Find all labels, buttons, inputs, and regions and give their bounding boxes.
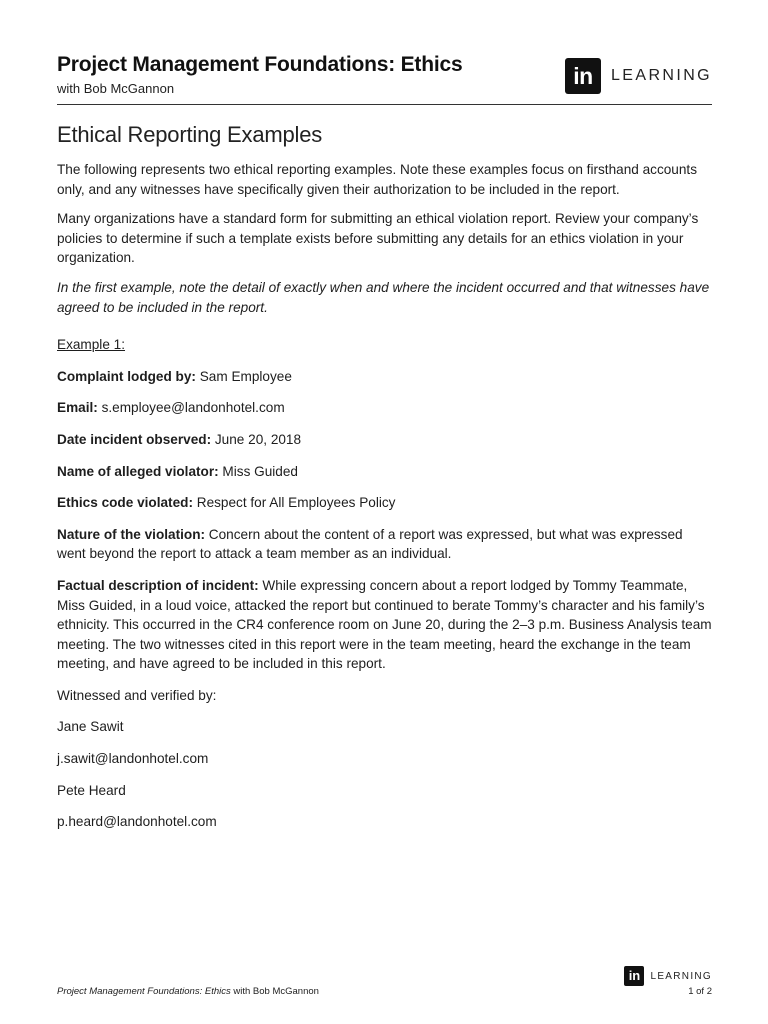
field-value: s.employee@landonhotel.com [97,400,285,416]
footer-course-title: Project Management Foundations: Ethics [57,986,231,997]
page-footer [57,964,712,1004]
policy-paragraph: Many organizations have a standard form for submitting an ethical violation report. Review your company’s policies to determine if such a template exists before submitting any details for an ethics violation in your organization. [57,211,699,266]
course-title: Project Management Foundations: Ethics [57,53,463,76]
field-email [57,398,712,418]
field-label: Email: [57,400,98,416]
field-nature-of-violation [57,525,712,564]
field-value: Concern about the content of a report was expressed, but what was expressed went beyond the report to attack a team member as an individual. [57,526,683,562]
witness-name: Jane Sawit [57,719,124,735]
witness-name: Pete Heard [57,782,126,798]
field-date-incident-observed [57,430,712,450]
linkedin-learning-logo [565,58,712,94]
page-header [57,52,712,105]
witness-heading: Witnessed and verified by: [57,687,217,703]
italic-note: In the first example, note the detail of exactly when and where the incident occurred and that witnesses have agreed to be included in the report. [57,279,710,315]
document-page [57,0,712,1024]
linkedin-in-icon: in [624,966,644,986]
intro-paragraph: The following represents two ethical reporting examples. Note these examples focus on firsthand accounts only, and any witnesses have specifically given their authorization to be included in the report. [57,162,698,197]
linkedin-in-icon: in [565,58,601,94]
field-complaint-lodged-by [57,367,712,387]
field-label: Name of alleged violator: [57,463,219,479]
brand-word: LEARNING [611,67,712,84]
footer-brand-word: LEARNING [650,970,712,982]
example-label: Example 1: [57,337,126,353]
field-value: Miss Guided [218,463,298,479]
field-label: Date incident observed: [57,431,212,447]
field-value: June 20, 2018 [211,431,302,447]
witness-email: j.sawit@landonhotel.com [57,751,209,767]
field-value: While expressing concern about a report lodged by Tommy Teammate, Miss Guided, in a loud voice, attacked the report but continued to berate Tommy’s character and his family’s ethnicity. This occurred in the CR4 conference room on June 20, during the 2–3 p.m. Business Analysis team meeting. The two witnesses cited in this report were in the team meeting, heard the exchange in the team meeting, and have agreed to be included in this report. [57,577,712,672]
field-label: Ethics code violated: [57,495,193,511]
field-label: Complaint lodged by: [57,368,196,384]
course-author: with Bob McGannon [57,81,175,96]
field-label: Factual description of incident: [57,577,259,593]
field-value: Respect for All Employees Policy [192,495,396,511]
field-ethics-code-violated [57,493,712,513]
footer-linkedin-learning-logo [624,966,712,986]
field-factual-description [57,576,712,674]
field-label: Nature of the violation: [57,526,206,542]
document-title: Ethical Reporting Examples [57,122,323,147]
footer-course-credit [57,986,319,997]
page-number: 1 of 2 [688,986,712,997]
witness-email: p.heard@landonhotel.com [57,814,217,830]
field-alleged-violator [57,462,712,482]
document-body [57,122,712,844]
field-value: Sam Employee [195,368,292,384]
footer-author: with Bob McGannon [230,986,319,997]
